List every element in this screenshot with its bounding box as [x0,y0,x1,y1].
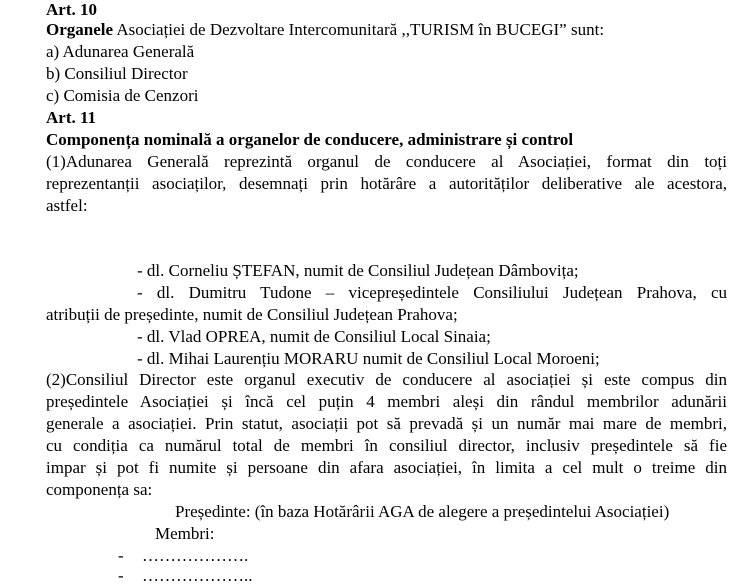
blank-dash-1: - [118,546,124,565]
art11-para2-line6: componența sa: [46,480,153,499]
blank-dots-2: ……………….. [142,566,253,585]
blank-dash-2: - [118,566,124,585]
art10-item-a: a) Adunarea Generală [46,42,195,61]
art11-title: Art. 11 [46,108,97,127]
member-item-1: - dl. Corneliu ȘTEFAN, numit de Consiliul Județean Dâmbovița; [137,261,579,280]
art11-para1-line3: astfel: [46,196,88,215]
art10-organs-line [46,20,604,40]
art11-para1-line1: (1)Adunarea Generală reprezintă organul de conducere al Asociației, format din toți [46,152,727,171]
art10-organs-bold: Organele [46,20,114,39]
art10-item-c: c) Comisia de Cenzori [46,86,199,105]
art11-para2-line5: impar și pot fi numite și persoane din afara asociației, în limita a cel mult o treime din [46,458,727,477]
art11-heading: Componența nominală a organelor de conducere, administrare și control [46,130,574,149]
member-item-2: - dl. Dumitru Tudone – vicepreședintele Consiliului Județean Prahova, cu [137,283,727,302]
art11-para2-line2: președintele Asociației și încă cel puțin 4 membri aleși din rândul membrilor adunării [46,392,727,411]
blank-dots-1: ………………. [142,546,249,565]
member-item-2-cont: atribuții de președinte, numit de Consiliul Județean Prahova; [46,305,458,324]
president-line: Președinte: (în baza Hotărârii AGA de alegere a președintelui Asociației) [175,502,670,521]
art11-para2-line3: generale a asociației. Prin statut, asociații pot să prevadă și un număr mai mare de membri, [46,414,727,433]
art11-para2-line4: cu condiția ca numărul total de membri în consiliul director, inclusiv președintele să fie [46,436,727,455]
member-item-4: - dl. Mihai Laurențiu MORARU numit de Consiliul Local Moroeni; [137,349,600,368]
art11-para2-line1: (2)Consiliul Director este organul executiv de conducere al asociației și este compus din [46,370,727,389]
members-label: Membri: [155,524,215,543]
art10-item-b: b) Consiliul Director [46,64,188,83]
art11-para1-line2: reprezentanții asociaților, desemnați prin hotărâre a autorităților deliberative ale acestora, [46,174,727,193]
art10-organs-rest: Asociației de Dezvoltare Intercomunitară ,,TURISM în BUCEGI” sunt: [113,20,605,39]
art10-title: Art. 10 [46,0,97,19]
member-item-3: - dl. Vlad OPREA, numit de Consiliul Local Sinaia; [137,327,491,346]
